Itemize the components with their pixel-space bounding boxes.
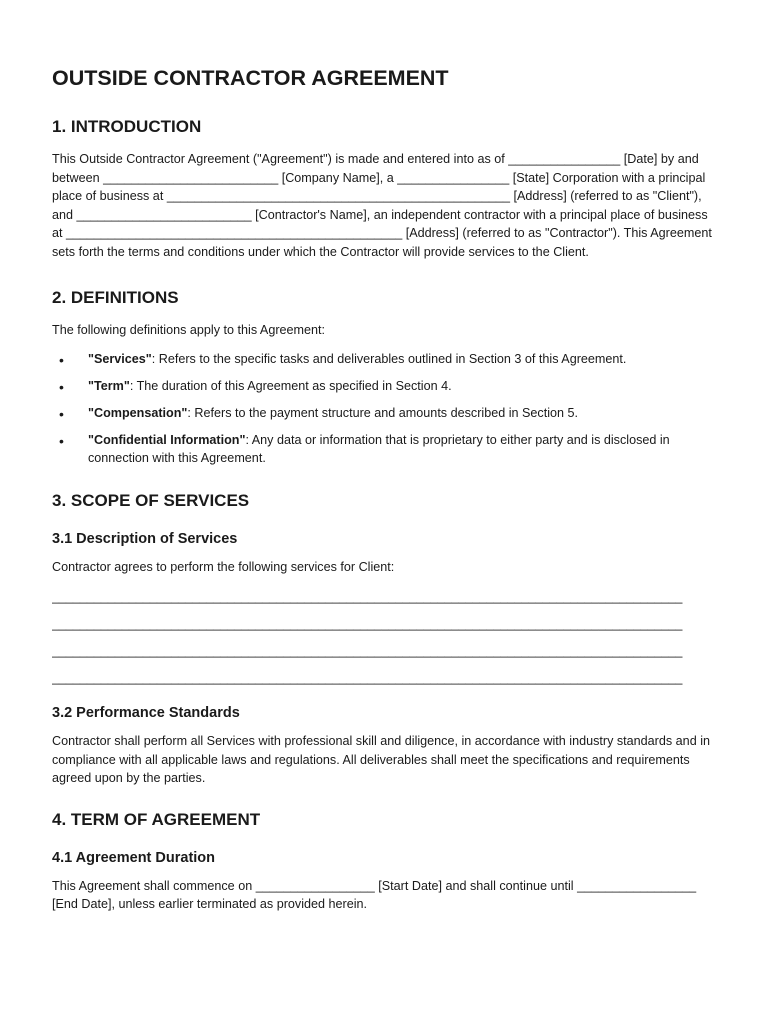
definition-item — [52, 377, 718, 395]
definitions-heading: 2. DEFINITIONS — [52, 288, 179, 307]
definition-item — [52, 350, 718, 368]
scope-heading: 3. SCOPE OF SERVICES — [52, 490, 250, 510]
standards-text: Contractor shall perform all Services with professional skill and diligence, in accordance with industry standards and in compliance with all applicable laws and regulations. All deliverables shall meet the specifications and requirements agreed upon by the parties. — [52, 734, 710, 785]
subsection-standards — [52, 705, 718, 788]
blank-line[interactable]: __________________________________________________________________________________________ — [52, 617, 683, 631]
definition-item — [52, 404, 718, 422]
duration-heading: 4.1 Agreement Duration — [52, 849, 216, 866]
description-text: Contractor agrees to perform the following services for Client: — [52, 559, 395, 574]
blank-line[interactable]: __________________________________________________________________________________________ — [52, 671, 683, 685]
section-term — [52, 810, 718, 914]
blank-line[interactable]: __________________________________________________________________________________________ — [52, 590, 683, 604]
definition-text: : Refers to the payment structure and amounts described in Section 5. — [187, 405, 579, 420]
blank-line[interactable]: __________________________________________________________________________________________ — [52, 644, 683, 658]
subsection-duration — [52, 850, 718, 914]
definition-term: "Term" — [88, 378, 130, 393]
term-heading: 4. TERM OF AGREEMENT — [52, 809, 261, 829]
definition-text: : Any data or information that is proprietary to either party and is disclosed in connection with this Agreement. — [88, 432, 670, 465]
definition-text: : The duration of this Agreement as specified in Section 4. — [129, 378, 452, 393]
definition-item — [52, 431, 718, 467]
definition-term: "Services" — [88, 351, 152, 366]
introduction-paragraph: This Outside Contractor Agreement ("Agreement") is made and entered into as of ________________ [Date] by and between _________________________ [Company Name], a ________________ [State] Corporation with a principal place of business at _________________________________________________ [Address] (referred to as "Client"), and _________________________ [Contractor's Name], an independent contractor with a principal place of business at ________________________________________________ [Address] (referred to as "Contractor"). This Agreement sets forth the terms and conditions under which the Contractor will provide services to the Client. — [52, 152, 712, 259]
definitions-list — [52, 350, 718, 467]
section-introduction — [52, 117, 718, 261]
subsection-description — [52, 531, 718, 688]
description-heading: 3.1 Description of Services — [52, 530, 238, 547]
duration-text: This Agreement shall commence on _________________ [Start Date] and shall continue until _________________ [End Date], unless earlier terminated as provided herein. — [52, 878, 697, 911]
standards-heading: 3.2 Performance Standards — [52, 705, 240, 721]
section-scope — [52, 491, 718, 788]
description-blank-lines — [52, 588, 718, 687]
section-definitions — [52, 288, 718, 467]
definition-term: "Confidential Information" — [88, 432, 246, 447]
introduction-heading: 1. INTRODUCTION — [52, 117, 202, 136]
document-title: OUTSIDE CONTRACTOR AGREEMENT — [52, 66, 449, 90]
definitions-intro: The following definitions apply to this Agreement: — [52, 323, 326, 337]
definition-text: : Refers to the specific tasks and deliverables outlined in Section 3 of this Agreement. — [151, 351, 627, 366]
definition-term: "Compensation" — [88, 405, 188, 420]
